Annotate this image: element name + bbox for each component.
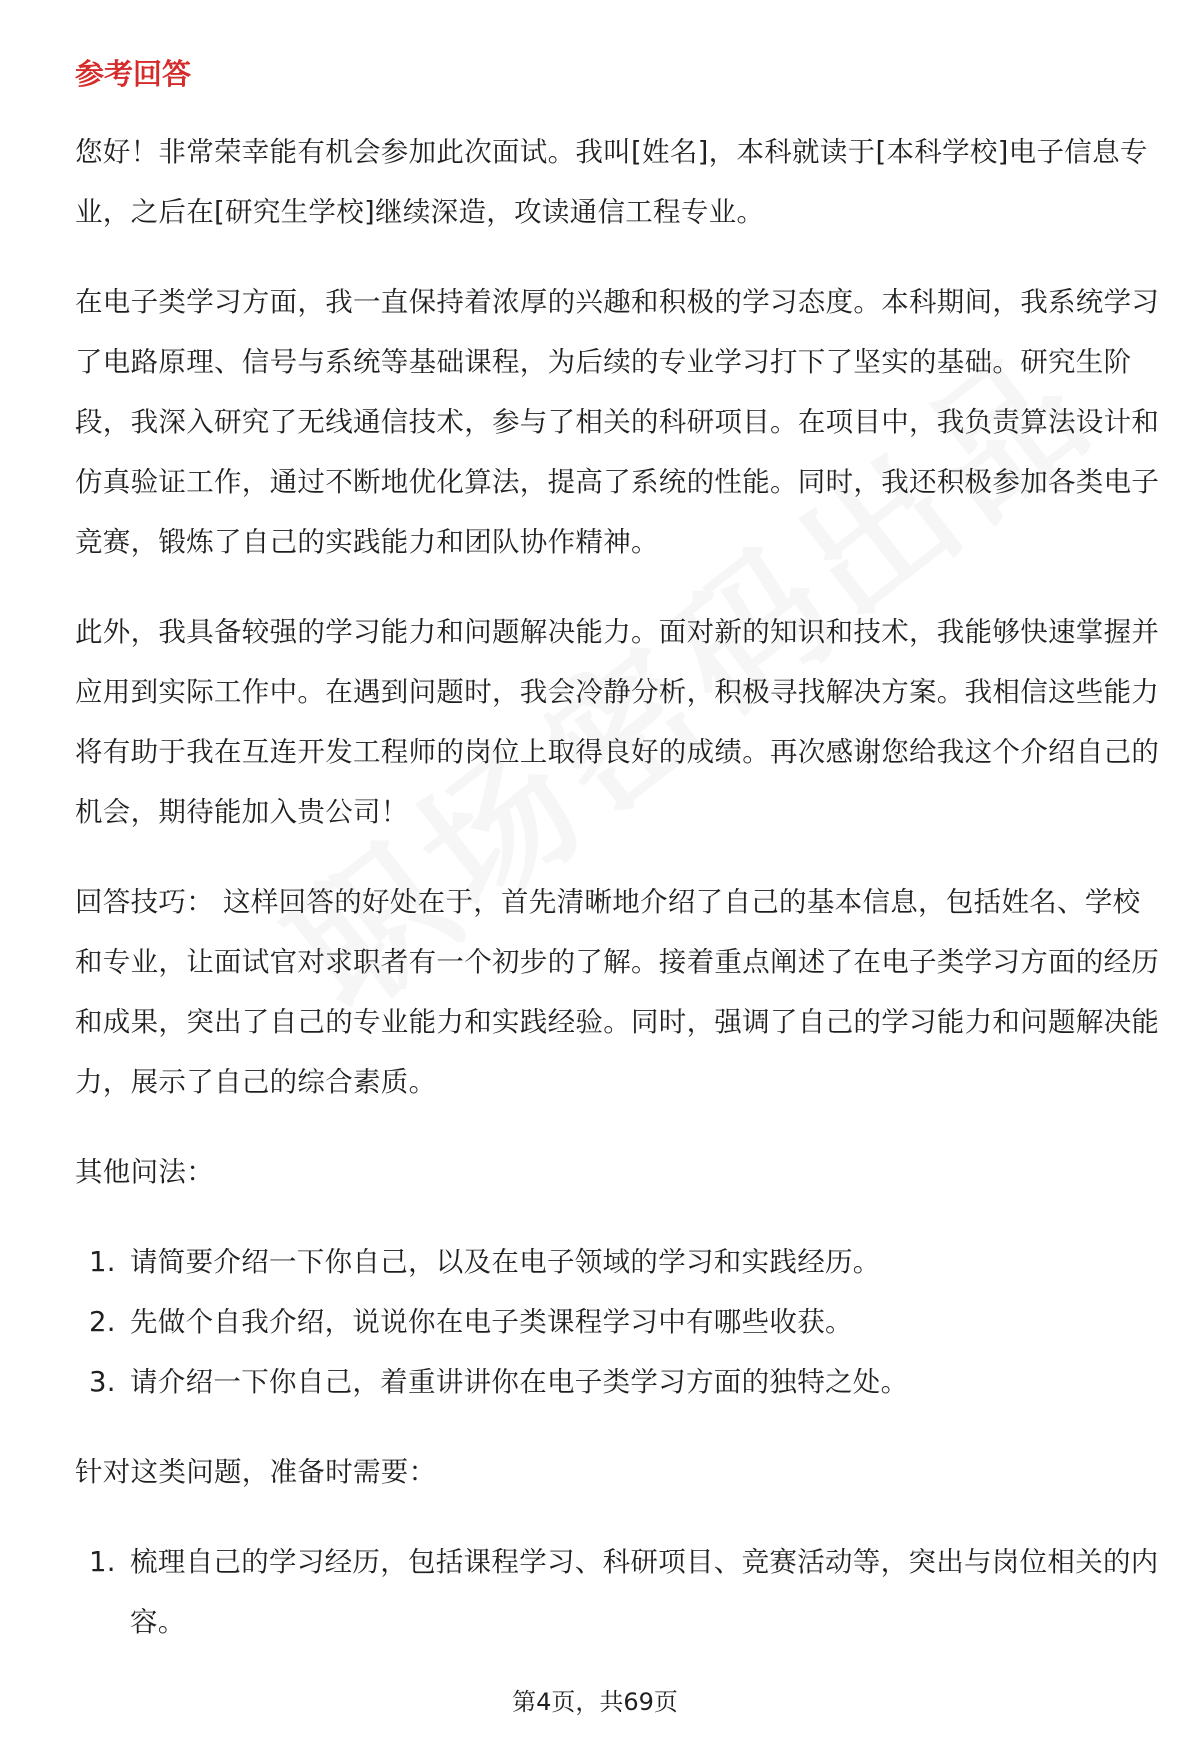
- document-page: [75, 52, 1165, 1682]
- tips-paragraph: 回答技巧： 这样回答的好处在于，首先清晰地介绍了自己的基本信息，包括姓名、学校和专业，让面试官对求职者有一个初步的了解。接着重点阐述了在电子类学习方面的经历和成果，突出了自己的专业能力和实践经验。同时，强调了自己的学习能力和问题解决能力，展示了自己的综合素质。: [75, 886, 1160, 1098]
- list-item: [75, 1532, 1165, 1652]
- study-paragraph: 在电子类学习方面，我一直保持着浓厚的兴趣和积极的学习态度。本科期间，我系统学习了电路原理、信号与系统等基础课程，为后续的专业学习打下了坚实的基础。研究生阶段，我深入研究了无线通信技术，参与了相关的科研项目。在项目中，我负责算法设计和仿真验证工作，通过不断地优化算法，提高了系统的性能。同时，我还积极参加各类电子竞赛，锻炼了自己的实践能力和团队协作精神。: [75, 286, 1160, 558]
- list-number: 3.: [89, 1366, 116, 1398]
- preparation-heading: 针对这类问题，准备时需要：: [75, 1456, 437, 1488]
- other-questions-heading: 其他问法：: [75, 1156, 214, 1188]
- list-number: 1.: [89, 1246, 116, 1278]
- preparation-list: [75, 1532, 1165, 1652]
- intro-paragraph: 您好！非常荣幸能有机会参加此次面试。我叫[姓名]，本科就读于[本科学校]电子信息专业，之后在[研究生学校]继续深造，攻读通信工程专业。: [75, 136, 1148, 228]
- section-title: 参考回答: [75, 57, 192, 91]
- ability-paragraph: 此外，我具备较强的学习能力和问题解决能力。面对新的知识和技术，我能够快速掌握并应用到实际工作中。在遇到问题时，我会冷静分析，积极寻找解决方案。我相信这些能力将有助于我在互连开发工程师的岗位上取得良好的成绩。再次感谢您给我这个介绍自己的机会，期待能加入贵公司！: [75, 616, 1160, 828]
- other-questions-list: [75, 1232, 1165, 1412]
- list-item: [75, 1352, 1165, 1412]
- list-item: [75, 1232, 1165, 1292]
- list-item-text: 请简要介绍一下你自己，以及在电子领域的学习和实践经历。: [130, 1246, 881, 1278]
- list-number: 2.: [89, 1306, 116, 1338]
- list-item-text: 先做个自我介绍，说说你在电子类课程学习中有哪些收获。: [130, 1306, 853, 1338]
- list-item-text: 请介绍一下你自己，着重讲讲你在电子类学习方面的独特之处。: [130, 1366, 909, 1398]
- list-number: 1.: [89, 1546, 116, 1578]
- list-item: [75, 1292, 1165, 1352]
- page-footer: 第4页，共69页: [512, 1688, 678, 1716]
- list-item-text: 梳理自己的学习经历，包括课程学习、科研项目、竞赛活动等，突出与岗位相关的内容。: [130, 1546, 1159, 1638]
